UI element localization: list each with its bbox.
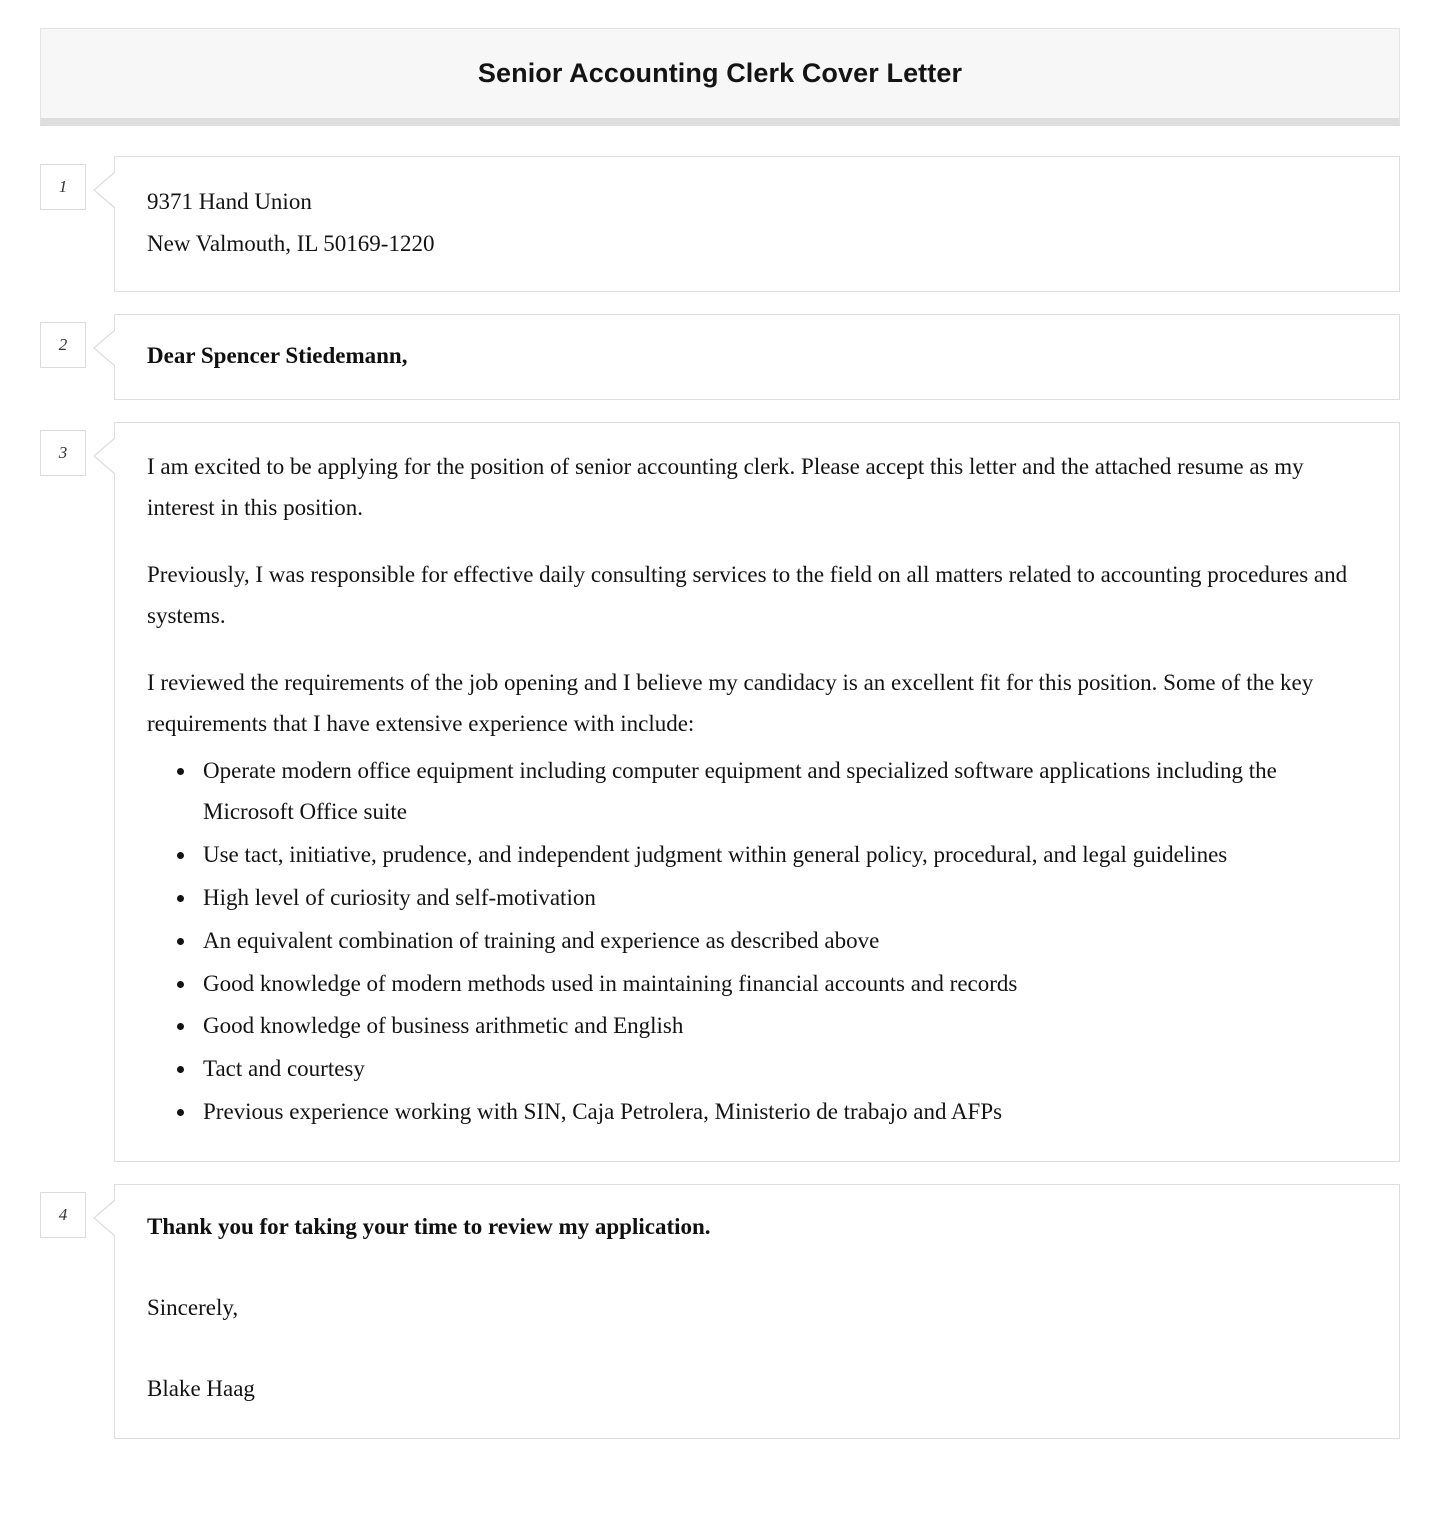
body-paragraph-2: Previously, I was responsible for effective daily consulting services to the field on all matters related to accounting procedures and systems. <box>147 562 1348 629</box>
block-number-badge-2: 2 <box>40 322 86 368</box>
requirement-item: • Tact and courtesy <box>197 1049 1369 1090</box>
requirement-item: • Good knowledge of business arithmetic and English <box>197 1006 1369 1047</box>
block-closing <box>40 1184 1400 1438</box>
closing-signature-name: Blake Haag <box>147 1375 255 1401</box>
block-salutation <box>40 314 1400 401</box>
requirement-item: • Operate modern office equipment including computer equipment and specialized software applications including the Microsoft Office suite <box>197 751 1369 833</box>
block-number-badge-3: 3 <box>40 430 86 476</box>
requirements-list <box>147 751 1369 1133</box>
closing-sign-off: Sincerely, <box>147 1295 239 1321</box>
address-line-2: New Valmouth, IL 50169-1220 <box>147 230 435 256</box>
requirement-item: • Previous experience working with SIN, Caja Petrolera, Ministerio de trabajo and AFPs <box>197 1092 1369 1133</box>
closing-box[interactable] <box>114 1184 1400 1438</box>
sender-address-box[interactable] <box>114 156 1400 292</box>
requirement-item: • Good knowledge of modern methods used in maintaining financial accounts and records <box>197 964 1369 1005</box>
salutation-text: Dear Spencer Stiedemann, <box>147 342 408 368</box>
document-header <box>40 28 1400 126</box>
block-sender-address <box>40 156 1400 292</box>
salutation-box[interactable] <box>114 314 1400 401</box>
letter-body-box[interactable] <box>114 422 1400 1162</box>
cover-letter-page <box>0 28 1440 1439</box>
body-paragraph-1: I am excited to be applying for the position of senior accounting clerk. Please accept this letter and the attached resume as my interest in this position. <box>147 454 1304 521</box>
requirement-item: • An equivalent combination of training and experience as described above <box>197 921 1369 962</box>
block-letter-body <box>40 422 1400 1162</box>
requirement-item: • High level of curiosity and self-motivation <box>197 878 1369 919</box>
block-number-badge-4: 4 <box>40 1192 86 1238</box>
closing-thanks: Thank you for taking your time to review my application. <box>147 1214 711 1240</box>
body-paragraph-3: I reviewed the requirements of the job opening and I believe my candidacy is an excellent fit for this position. Some of the key requirements that I have extensive experience with include: <box>147 669 1314 736</box>
letter-blocks <box>40 126 1400 1439</box>
address-line-1: 9371 Hand Union <box>147 189 312 214</box>
requirement-item: • Use tact, initiative, prudence, and independent judgment within general policy, procedural, and legal guidelines <box>197 835 1369 876</box>
block-number-badge-1: 1 <box>40 164 86 210</box>
page-title: Senior Accounting Clerk Cover Letter <box>477 58 963 88</box>
